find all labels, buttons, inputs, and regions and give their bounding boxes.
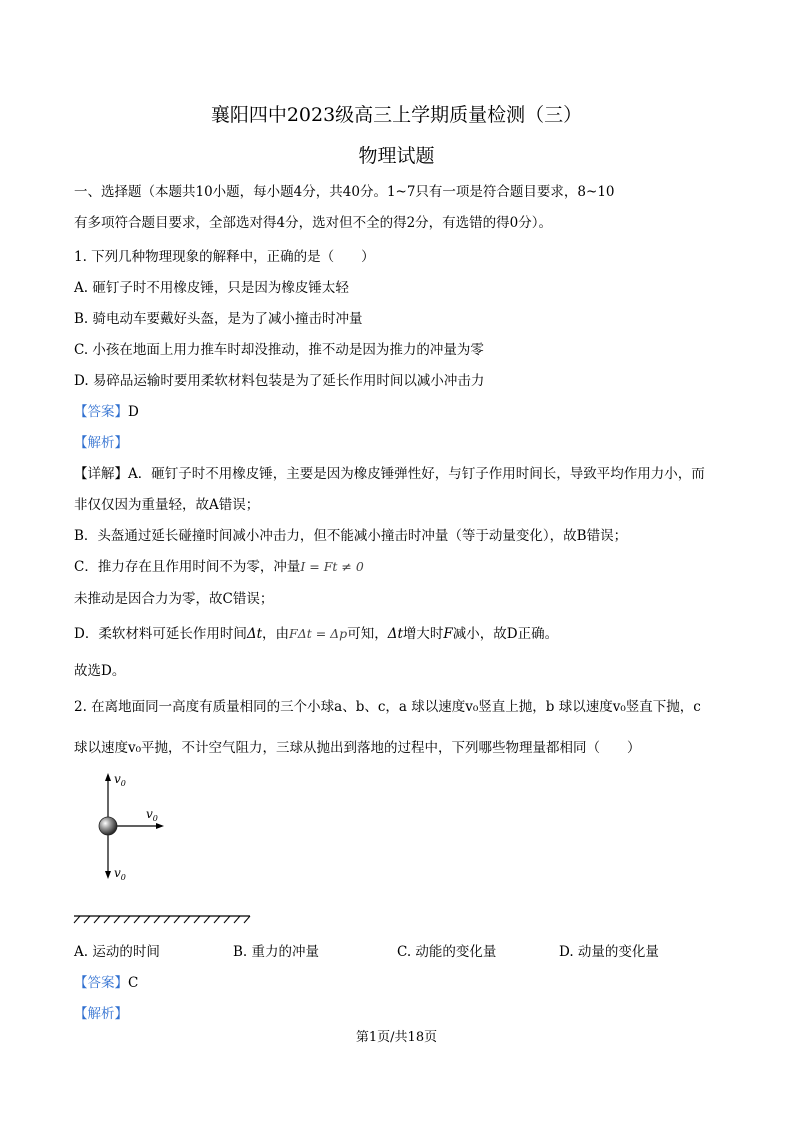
q2-figure: [70, 765, 270, 930]
q1-stem: 1. 下列几种物理现象的解释中，正确的是（ ）: [74, 249, 375, 265]
detail-d-part-2: ，由: [262, 626, 290, 642]
q1-detail-d: [74, 622, 558, 642]
q1-conclusion: 故选D。: [74, 663, 126, 679]
label-v-right: v: [146, 807, 153, 821]
q1-detail-a-line-2: 非仅仅因为重量轻，故A错误；: [74, 497, 260, 513]
q1-detail-c-line-2: 未推动是因合力为零，故C错误；: [74, 591, 274, 607]
q1-detail-b: B．头盔通过延长碰撞时间减小冲击力，但不能减小撞击时冲量（等于动量变化），故B错误；: [74, 528, 628, 544]
page-footer: 第1页/共18页: [355, 1030, 438, 1045]
q2-analysis: [74, 1002, 128, 1022]
q1-option-a: A. 砸钉子时不用橡皮锤，只是因为橡皮锤太轻: [74, 280, 349, 296]
detail-d-part-4: 增大时: [402, 626, 444, 642]
q1-detail-c-line-1: [74, 555, 364, 575]
q1-option-c: C. 小孩在地面上用力推车时却没推动，推不动是因为推力的冲量为零: [74, 342, 484, 358]
arrowhead-right: [156, 823, 164, 829]
section-intro-line-2: 有多项符合题目要求，全部选对得4分，选对但不全的得2分，有选错的得0分）。: [74, 215, 553, 231]
q2-option-d: D. 动量的变化量: [559, 944, 659, 960]
label-v-up: v: [114, 772, 121, 786]
q2-answer-value: C: [128, 975, 139, 991]
detail-c-text: C．推力存在且作用时间不为零，冲量: [74, 559, 301, 575]
label-v-right-sub: 0: [152, 814, 158, 823]
svg-text:v0: [146, 807, 158, 823]
momentum-theorem-formula: FΔt = Δp: [289, 626, 348, 641]
q1-detail-a-line-1: [74, 462, 705, 482]
force-symbol: F: [443, 626, 453, 642]
svg-text:v0: [114, 866, 126, 882]
detail-d-part-3: 可知，: [347, 626, 388, 642]
page-title: 襄阳四中2023级高三上学期质量检测（三）: [210, 104, 583, 126]
section-intro-line-1: 一、选择题（本题共10小题，每小题4分，共40分。1~7只有一项是符合题目要求，8~10: [74, 184, 615, 200]
label-v-down: v: [114, 866, 121, 880]
q2-answer: [74, 971, 138, 991]
page-subtitle: 物理试题: [358, 145, 435, 167]
impulse-formula: I = Ft ≠ 0: [300, 559, 364, 574]
q1-option-b: B. 骑电动车要戴好头盔，是为了减小撞击时冲量: [74, 311, 363, 327]
q2-stem-line-2: 球以速度v₀平抛，不计空气阻力，三球从抛出到落地的过程中，下列哪些物理量都相同（ ）: [74, 740, 641, 756]
arrowhead-down: [105, 871, 111, 879]
q1-option-d: D. 易碎品运输时要用柔软材料包装是为了延长作用时间以减小冲击力: [74, 373, 485, 389]
answer-value: D: [128, 404, 139, 420]
detail-d-part-5: 减小，故D正确。: [452, 626, 559, 642]
answer-tag: 【答案】: [74, 404, 128, 420]
q2-option-a: A. 运动的时间: [74, 944, 160, 960]
ground-hatching: [74, 916, 250, 923]
q2-option-b: B. 重力的冲量: [233, 944, 320, 960]
ball: [99, 817, 117, 835]
analysis-tag: 【解析】: [74, 435, 128, 451]
label-v-up-sub: 0: [120, 779, 126, 788]
q1-analysis-tag: [74, 431, 128, 451]
label-v-down-sub: 0: [120, 873, 126, 882]
q1-answer: [74, 400, 139, 420]
svg-text:v0: [114, 772, 126, 788]
detail-d-part-1: D．柔软材料可延长作用时间: [74, 626, 247, 642]
detail-tag: 【详解】: [74, 466, 128, 482]
q2-option-c: C. 动能的变化量: [397, 944, 497, 960]
delta-t-symbol: Δt: [246, 626, 263, 642]
q2-answer-tag: 【答案】: [74, 975, 128, 991]
detail-a-text: A．砸钉子时不用橡皮锤，主要是因为橡皮锤弹性好，与钉子作用时间长，导致平均作用力小，而: [128, 466, 705, 482]
delta-t-symbol-2: Δt: [387, 626, 403, 642]
q2-analysis-tag: 【解析】: [74, 1006, 128, 1022]
q2-stem-line-1: 2. 在离地面同一高度有质量相同的三个小球a、b、c，a 球以速度v₀竖直上抛，b 球以速度v₀竖直下抛，c: [74, 699, 701, 715]
arrowhead-up: [105, 773, 111, 781]
